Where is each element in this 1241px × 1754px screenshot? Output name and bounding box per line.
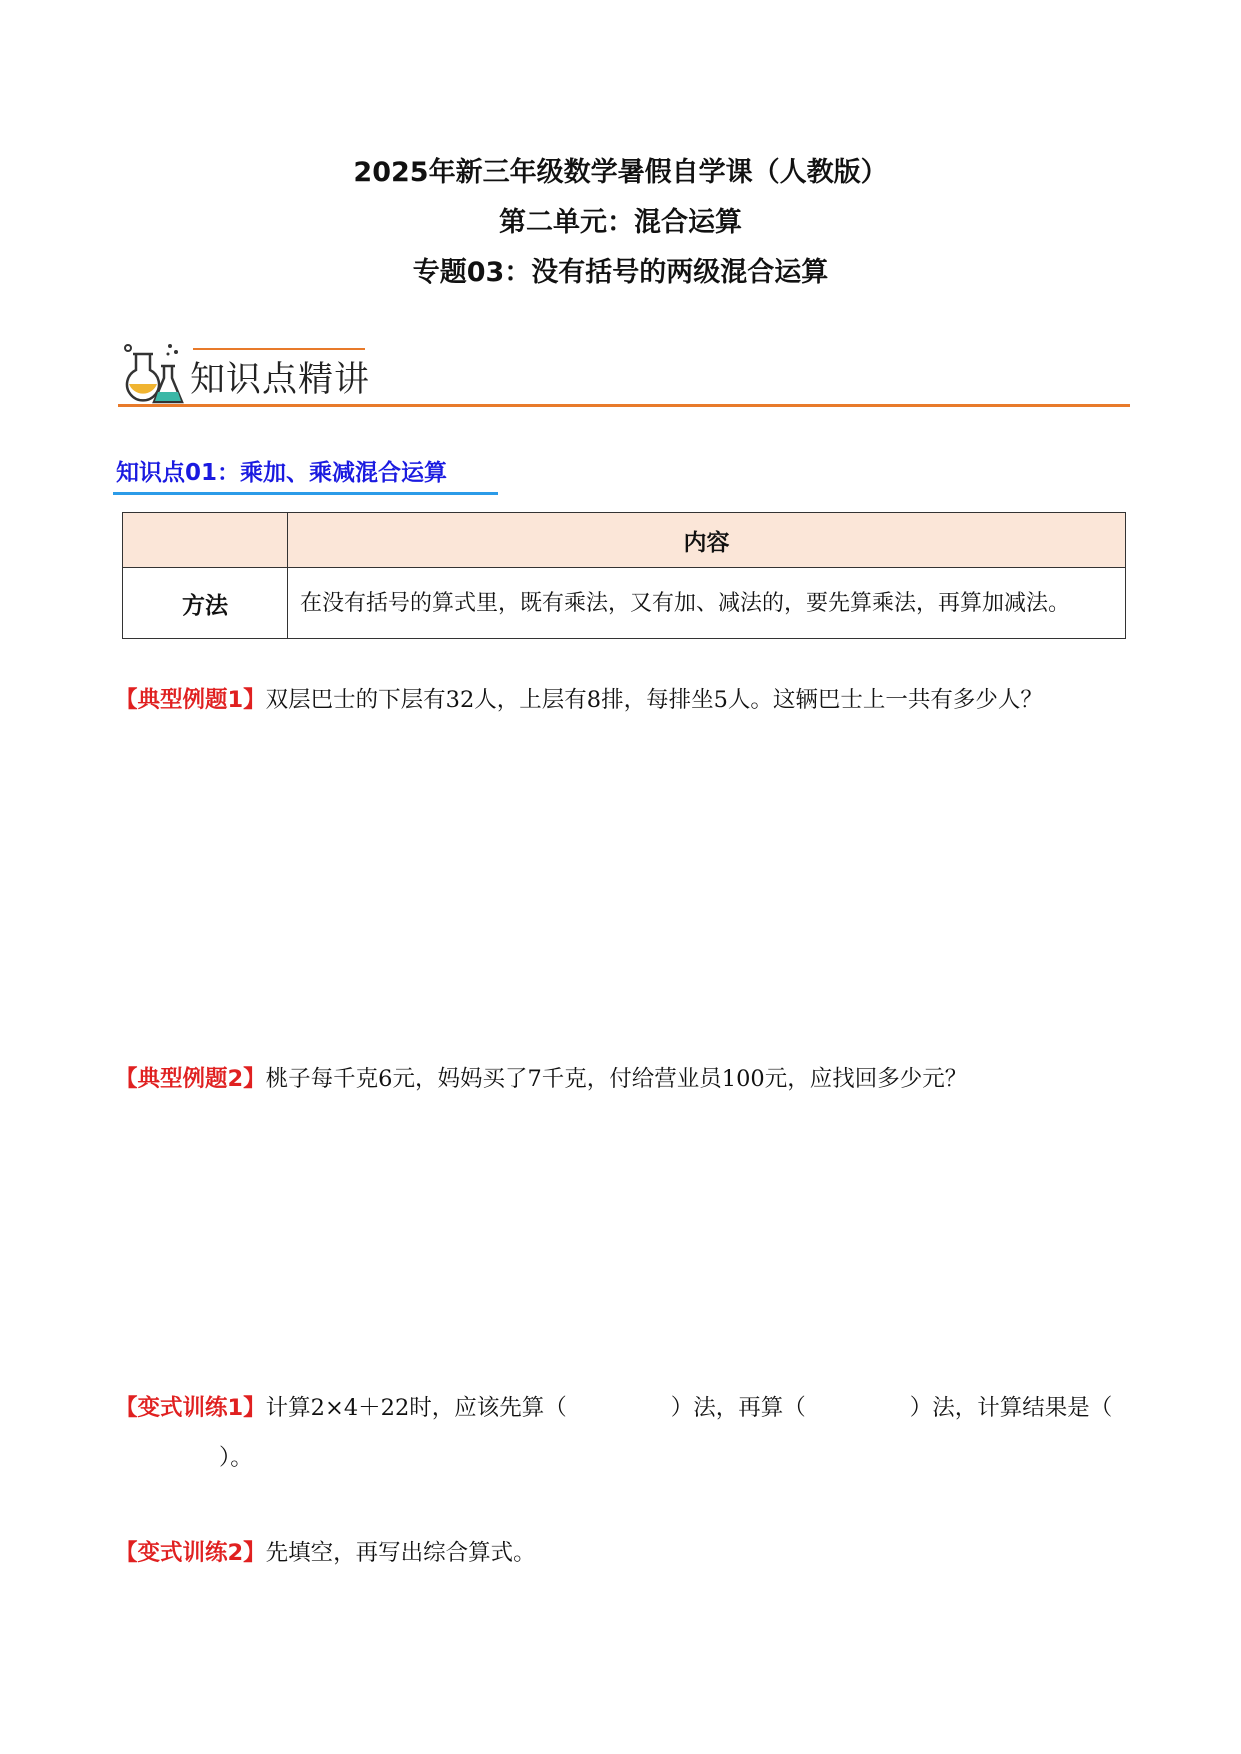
example-2 [115,1054,1130,1104]
practice-2 [115,1528,1130,1578]
practice-1 [115,1383,1130,1483]
table-header-blank [123,513,288,568]
example-1 [115,675,1130,725]
example-1-tag: 【典型例题1】 [115,687,266,713]
section-banner [118,340,1130,408]
table-row [123,568,1126,639]
banner-top-line [193,348,365,350]
lab-flask-icon [118,340,188,406]
table-header-row [123,513,1126,568]
document-title: 2025年新三年级数学暑假自学课（人教版） [353,157,888,188]
practice-1-text-d: ）。 [219,1445,253,1471]
section-divider [118,404,1130,407]
practice-1-text-a: 计算2×4＋22时，应该先算（ [265,1395,567,1421]
method-table [122,512,1126,639]
practice-1-text-b: ）法，再算（ [670,1395,806,1421]
example-2-tag: 【典型例题2】 [115,1066,266,1092]
practice-2-tag: 【变式训练2】 [115,1540,266,1566]
practice-1-text-c: ）法，计算结果是（ [909,1395,1113,1421]
table-header-content: 内容 [288,513,1126,568]
table-row-text: 在没有括号的算式里，既有乘法，又有加、减法的，要先算乘法，再算加减法。 [288,568,1126,639]
section-title: 知识点精讲 [190,360,371,400]
unit-title: 第二单元：混合运算 [499,207,742,238]
knowledge-point-underline [113,492,498,495]
example-2-text: 桃子每千克6元，妈妈买了7千克，付给营业员100元，应找回多少元？ [265,1066,968,1092]
example-1-text: 双层巴士的下层有32人，上层有8排，每排坐5人。这辆巴士上一共有多少人？ [265,687,1043,713]
topic-title: 专题03：没有括号的两级混合运算 [412,257,829,288]
practice-2-text: 先填空，再写出综合算式。 [265,1540,536,1566]
practice-1-tag: 【变式训练1】 [115,1395,266,1421]
knowledge-point-heading: 知识点01：乘加、乘减混合运算 [116,460,448,486]
table-row-label: 方法 [123,568,288,639]
